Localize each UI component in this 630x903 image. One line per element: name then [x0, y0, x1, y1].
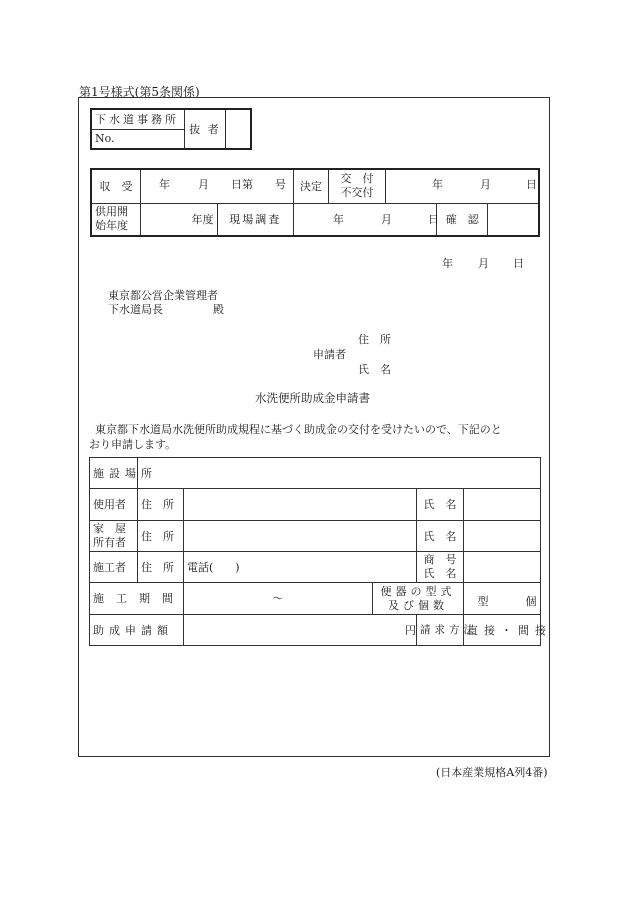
footer-note: (日本産業規格A列4番) — [436, 766, 548, 779]
owner-label — [90, 521, 138, 552]
owner-address-value[interactable] — [184, 521, 417, 552]
body-line2: おり申請します。 — [89, 438, 177, 451]
trade-label-1: 商 号 — [423, 553, 457, 566]
owner-name-value[interactable] — [464, 521, 541, 552]
user-address-value[interactable] — [184, 489, 417, 521]
date-day: 日 — [513, 257, 524, 270]
facility-location-label: 施設場所 — [90, 458, 138, 489]
grant-label: 交 付 — [340, 172, 374, 186]
applicant-name-label: 氏 名 — [358, 363, 391, 376]
fixture-count: 個 — [525, 594, 537, 608]
body-line1: 東京都下水道局水洗便所助成規程に基づく助成金の交付を受けたいので、下記のと — [95, 423, 502, 436]
amount-label: 助成申請額 — [90, 615, 184, 646]
start-year-label-2: 始年度 — [95, 219, 128, 233]
fixture-label-1: 便器の型式 — [380, 584, 456, 598]
addressee-line2: 下水道局長 — [108, 303, 163, 316]
owner-name-label: 氏 名 — [417, 521, 464, 552]
fiscal-year: 年度 — [141, 203, 218, 236]
start-year-label — [91, 203, 141, 236]
confirm-label: 確 認 — [437, 203, 488, 236]
decision-month: 月 — [480, 178, 491, 191]
method-value[interactable]: 直接・間接 — [464, 615, 541, 646]
document-title: 水洗便所助成金申請書 — [255, 391, 370, 405]
owner-address-label: 住 所 — [138, 521, 184, 552]
decision-year: 年 — [432, 178, 443, 191]
decision-label: 決定 — [294, 169, 329, 203]
decision-date — [386, 169, 540, 203]
extract-blank[interactable] — [226, 109, 252, 149]
receive-label: 収 受 — [91, 169, 141, 203]
period-tilde[interactable]: 〜 — [184, 583, 373, 615]
user-label: 使用者 — [90, 489, 138, 521]
date-year: 年 — [442, 257, 453, 270]
addressee-honorific: 殿 — [213, 303, 224, 316]
user-address-label: 住 所 — [138, 489, 184, 521]
owner-label-2: 所有者 — [93, 536, 126, 549]
survey-date — [294, 203, 437, 236]
office-box — [90, 108, 252, 150]
period-label: 施工期間 — [90, 583, 184, 615]
receive-year: 年 — [159, 178, 170, 191]
receipt-table — [90, 168, 540, 237]
office-number-label: No. — [91, 129, 185, 149]
application-table — [89, 457, 552, 646]
office-label: 下水道事務所 — [91, 109, 185, 129]
grant-cell[interactable] — [329, 169, 386, 203]
survey-year: 年 — [333, 213, 344, 226]
receive-month: 月 — [198, 178, 209, 191]
method-label: 請求方法 — [417, 615, 464, 646]
applicant-address-label: 住 所 — [358, 333, 391, 346]
survey-label: 現場調査 — [217, 203, 294, 236]
receive-number: 号 — [275, 178, 286, 191]
date-month: 月 — [478, 257, 489, 270]
trade-label-2: 氏 名 — [423, 567, 457, 580]
fixture-value[interactable] — [464, 583, 541, 615]
form-number-title: 第1号様式(第5条関係) — [79, 85, 200, 99]
builder-label: 施工者 — [90, 552, 138, 583]
owner-label-1: 家 屋 — [93, 522, 126, 535]
user-name-value[interactable] — [464, 489, 541, 521]
decision-day: 日 — [526, 178, 537, 191]
builder-address-label: 住 所 — [138, 552, 184, 583]
trade-label — [417, 552, 464, 583]
receive-date — [141, 169, 294, 203]
start-year-label-1: 供用開 — [95, 205, 128, 219]
facility-location-value[interactable] — [138, 458, 541, 489]
builder-phone[interactable]: 電話( ) — [184, 552, 417, 583]
amount-yen[interactable]: 円 — [184, 615, 417, 646]
fixture-label-2: 及び個数 — [388, 598, 448, 612]
addressee-line1: 東京都公営企業管理者 — [108, 289, 218, 302]
trade-value[interactable] — [464, 552, 541, 583]
fixture-label — [373, 583, 464, 615]
survey-month: 月 — [381, 213, 392, 226]
no-grant-label: 不交付 — [340, 186, 374, 200]
user-name-label: 氏 名 — [417, 489, 464, 521]
receive-day-number: 日第 — [231, 178, 253, 191]
fixture-model: 型 — [477, 594, 489, 608]
confirm-blank[interactable] — [488, 203, 539, 236]
applicant-label: 申請者 — [313, 348, 346, 361]
extract-label: 抜 者 — [185, 109, 226, 149]
survey-day: 日 — [428, 213, 439, 226]
